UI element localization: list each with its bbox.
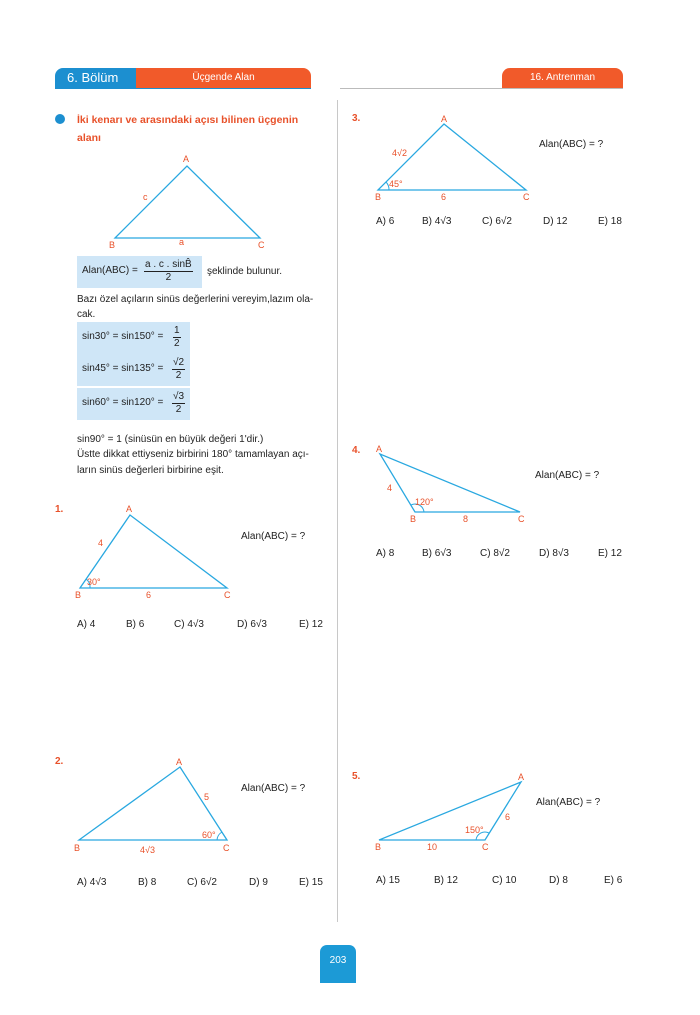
question-2-option-a[interactable]: A) 4√3: [77, 877, 107, 888]
question-3-angle: 45°: [389, 179, 403, 189]
question-3-option-c[interactable]: C) 6√2: [482, 216, 512, 227]
question-1-number: 1.: [55, 504, 64, 515]
sin60-numerator: √3: [173, 391, 185, 402]
intro-title-line2: alanı: [77, 132, 101, 144]
question-3-side-bc: 6: [441, 192, 447, 202]
question-1-triangle: [80, 515, 227, 588]
question-5-angle: 150°: [465, 825, 484, 835]
question-4-options: [376, 548, 626, 562]
question-4-option-d[interactable]: D) 8√3: [539, 548, 569, 559]
question-2-vertex-c: C: [223, 843, 230, 853]
header-rule-right: [340, 88, 623, 89]
sines-intro-line1: Bazı özel açıların sinüs değerlerini vereyim,lazım ola-: [77, 294, 314, 305]
note-line1: Üstte dikkat ettiyseniz birbirini 180° tamamlayan açı-: [77, 449, 309, 460]
sin45-row: [77, 354, 190, 386]
formula-fraction: [144, 259, 193, 284]
sin30-label: sin30° = sin150° =: [82, 331, 164, 342]
question-5-triangle-diagram: [372, 770, 537, 860]
question-4-ask: Alan(ABC) = ?: [535, 470, 600, 481]
topic-tab: Üçgende Alan: [136, 68, 311, 88]
question-2-options: [77, 877, 327, 891]
sin30-numerator: 1: [174, 325, 180, 336]
bullet-icon: [55, 114, 65, 124]
sin45-label: sin45° = sin135° =: [82, 363, 164, 374]
question-1-option-a[interactable]: A) 4: [77, 619, 96, 630]
formula-suffix: şeklinde bulunur.: [207, 266, 283, 277]
question-5-number: 5.: [352, 771, 361, 782]
question-4-vertex-c: C: [518, 514, 525, 524]
page-number: 203: [320, 945, 356, 983]
sin45-fraction: [172, 357, 185, 382]
formula-numerator: a . c . sinB̂: [145, 259, 192, 270]
question-2-option-c[interactable]: C) 6√2: [187, 877, 217, 888]
question-2-angle: 60°: [202, 830, 216, 840]
question-5-vertex-b: B: [375, 842, 382, 852]
question-2-option-e[interactable]: E) 15: [299, 877, 323, 888]
vertex-c-label: C: [258, 240, 265, 250]
question-4-option-b[interactable]: B) 6√3: [422, 548, 452, 559]
question-3-side-ab: 4√2: [392, 148, 407, 158]
chapter-tab: 6. Bölüm: [55, 68, 137, 88]
sin30-row: [77, 322, 190, 354]
question-4-angle: 120°: [415, 497, 434, 507]
question-1-option-d[interactable]: D) 6√3: [237, 619, 267, 630]
sin60-row: [77, 388, 190, 420]
question-5-vertex-a: A: [518, 772, 525, 782]
question-1-triangle-diagram: [72, 502, 237, 602]
question-1-options: [77, 619, 327, 633]
question-2-angle-arc: [217, 832, 222, 840]
question-3-options: [376, 216, 626, 230]
sin30-fraction: [173, 325, 181, 350]
question-3-triangle-diagram: [372, 112, 537, 206]
question-1-side-ab: 4: [98, 538, 104, 548]
question-3-number: 3.: [352, 113, 361, 124]
sin60-fraction: [172, 391, 185, 416]
question-4-option-c[interactable]: C) 8√2: [480, 548, 510, 559]
question-1-vertex-a: A: [126, 504, 133, 514]
question-4-vertex-a: A: [376, 444, 383, 454]
question-3-ask: Alan(ABC) = ?: [539, 139, 604, 150]
area-formula-box: [77, 256, 202, 288]
question-4-triangle-diagram: [372, 443, 537, 531]
question-1-option-c[interactable]: C) 4√3: [174, 619, 204, 630]
sin30-denominator: 2: [174, 338, 180, 349]
question-1-vertex-c: C: [224, 590, 231, 600]
question-4-side-bc: 8: [463, 514, 469, 524]
question-5-options: [376, 875, 626, 889]
sin90-text: sin90° = 1 (sinüsün en büyük değeri 1'dir.): [77, 434, 264, 445]
question-2-number: 2.: [55, 756, 64, 767]
question-1-angle: 30°: [87, 577, 101, 587]
question-4-vertex-b: B: [410, 514, 417, 524]
vertex-a-label: A: [183, 154, 190, 164]
question-2-side-ac: 5: [204, 792, 210, 802]
question-1-option-b[interactable]: B) 6: [126, 619, 145, 630]
question-3-option-b[interactable]: B) 4√3: [422, 216, 452, 227]
intro-triangle-diagram: [105, 150, 280, 250]
question-2-ask: Alan(ABC) = ?: [241, 783, 306, 794]
question-3-vertex-c: C: [523, 192, 530, 202]
intro-title-line1: İki kenarı ve arasındaki açısı bilinen üçgenin: [77, 114, 299, 126]
sin45-denominator: 2: [175, 370, 182, 381]
question-4-option-e[interactable]: E) 12: [598, 548, 622, 559]
column-divider: [337, 100, 338, 922]
question-5-vertex-c: C: [482, 842, 489, 852]
question-2-option-b[interactable]: B) 8: [138, 877, 157, 888]
question-3-option-a[interactable]: A) 6: [376, 216, 395, 227]
intro-triangle: [115, 166, 260, 238]
intro-title: [77, 111, 322, 147]
side-c-label: c: [143, 192, 148, 202]
question-2-triangle-diagram: [72, 755, 242, 855]
question-4-option-a[interactable]: A) 8: [376, 548, 395, 559]
sin60-label: sin60° = sin120° =: [82, 397, 164, 408]
sines-intro-line2: cak.: [77, 309, 96, 320]
question-5-side-ac: 6: [505, 812, 511, 822]
question-2-option-d[interactable]: D) 9: [249, 877, 268, 888]
question-5-option-a[interactable]: A) 15: [376, 875, 400, 886]
note-line2: ların sinüs değerleri birbirine eşit.: [77, 465, 224, 476]
question-5-option-d[interactable]: D) 8: [549, 875, 568, 886]
sin60-denominator: 2: [175, 404, 182, 415]
question-1-vertex-b: B: [75, 590, 82, 600]
question-4-side-ab: 4: [387, 483, 393, 493]
question-5-option-c[interactable]: C) 10: [492, 875, 517, 886]
question-3-vertex-a: A: [441, 114, 448, 124]
training-tab: 16. Antrenman: [502, 68, 623, 88]
question-5-ask: Alan(ABC) = ?: [536, 797, 601, 808]
formula-denominator: 2: [165, 272, 172, 283]
vertex-b-label: B: [109, 240, 116, 250]
question-2-vertex-b: B: [74, 843, 81, 853]
question-1-side-bc: 6: [146, 590, 152, 600]
formula-lhs: Alan(ABC) =: [82, 265, 138, 276]
question-3-option-d[interactable]: D) 12: [543, 216, 568, 227]
question-1-option-e[interactable]: E) 12: [299, 619, 323, 630]
question-4-triangle: [380, 454, 520, 512]
question-2-vertex-a: A: [176, 757, 183, 767]
question-4-number: 4.: [352, 445, 361, 456]
question-1-ask: Alan(ABC) = ?: [241, 531, 306, 542]
question-5-triangle: [379, 782, 521, 840]
question-3-vertex-b: B: [375, 192, 382, 202]
header-rule-left: [55, 88, 311, 89]
question-5-option-e[interactable]: E) 6: [604, 875, 623, 886]
question-2-side-bc: 4√3: [140, 845, 155, 855]
side-a-label: a: [179, 237, 185, 247]
question-5-option-b[interactable]: B) 12: [434, 875, 458, 886]
question-3-option-e[interactable]: E) 18: [598, 216, 622, 227]
question-5-side-bc: 10: [427, 842, 438, 852]
sin45-numerator: √2: [173, 357, 185, 368]
